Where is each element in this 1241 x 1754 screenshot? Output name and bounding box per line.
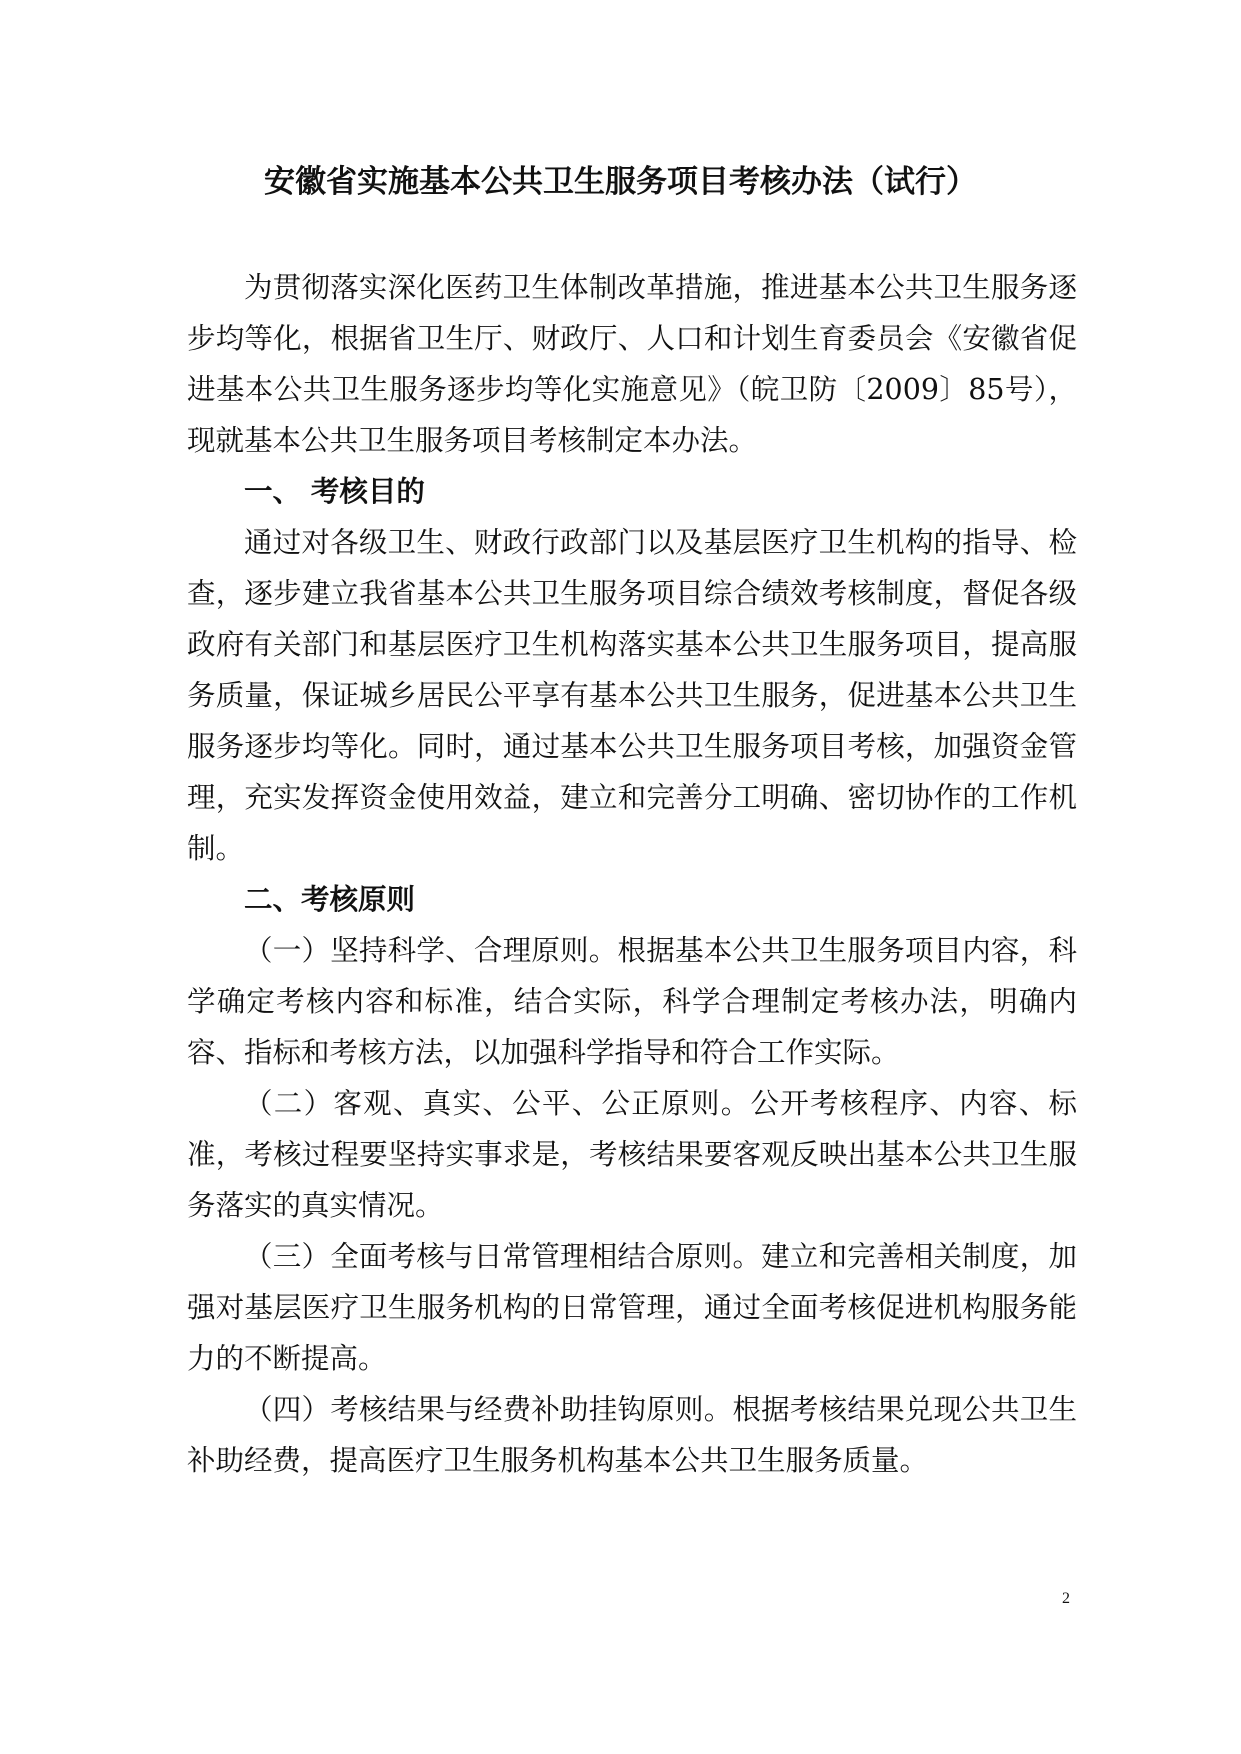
principle-item-3: （三）全面考核与日常管理相结合原则。建立和完善相关制度，加强对基层医疗卫生服务机构的日常管理，通过全面考核促进机构服务能力的不断提高。: [187, 1240, 1077, 1375]
intro-paragraph: 为贯彻落实深化医药卫生体制改革措施，推进基本公共卫生服务逐步均等化，根据省卫生厅、财政厅、人口和计划生育委员会《安徽省促进基本公共卫生服务逐步均等化实施意见》（皖卫防〔2009〕85号），现就基本公共卫生服务项目考核制定本办法。: [187, 271, 1077, 457]
principle-item-4: （四）考核结果与经费补助挂钩原则。根据考核结果兑现公共卫生补助经费，提高医疗卫生服务机构基本公共卫生服务质量。: [187, 1393, 1077, 1477]
document-body: [187, 262, 1077, 1486]
section-heading-purpose: 一、 考核目的: [244, 474, 425, 508]
page-number: 2: [1062, 1590, 1070, 1607]
section-heading-principles: 二、考核原则: [244, 882, 416, 916]
principle-item-1: （一）坚持科学、合理原则。根据基本公共卫生服务项目内容，科学确定考核内容和标准，结合实际，科学合理制定考核办法，明确内容、指标和考核方法，以加强科学指导和符合工作实际。: [187, 934, 1077, 1069]
principle-item-2: （二）客观、真实、公平、公正原则。公开考核程序、内容、标准，考核过程要坚持实事求是，考核结果要客观反映出基本公共卫生服务落实的真实情况。: [187, 1087, 1077, 1222]
purpose-paragraph: 通过对各级卫生、财政行政部门以及基层医疗卫生机构的指导、检查，逐步建立我省基本公共卫生服务项目综合绩效考核制度，督促各级政府有关部门和基层医疗卫生机构落实基本公共卫生服务项目，提高服务质量，保证城乡居民公平享有基本公共卫生服务，促进基本公共卫生服务逐步均等化。同时，通过基本公共卫生服务项目考核，加强资金管理，充实发挥资金使用效益，建立和完善分工明确、密切协作的工作机制。: [187, 526, 1077, 865]
document-title: 安徽省实施基本公共卫生服务项目考核办法（试行）: [264, 164, 977, 200]
